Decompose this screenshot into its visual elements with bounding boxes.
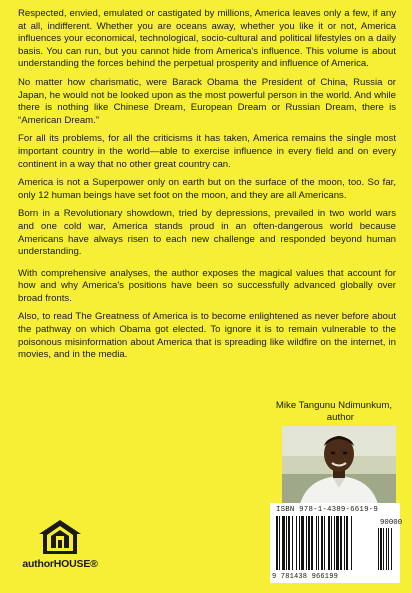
blurb-paragraph: With comprehensive analyses, the author exposes the magical values that account for how and why America's positions have been so successfully advanced globally over broad fronts. xyxy=(18,267,396,304)
price-code: 90000 xyxy=(380,519,403,527)
blurb-paragraph: For all its problems, for all the criticisms it has taken, America remains the single most important country in the world—able to exercise influence in every field and on every continent in a way that no other great country can. xyxy=(18,133,396,170)
isbn-number: ISBN 978-1-4389-6619-9 xyxy=(276,506,378,514)
blurb-paragraph: America is not a Superpower only on earth but on the surface of the moon, too. So far, only 12 human beings have set foot on the moon, and they are all Americans. xyxy=(18,177,396,201)
blurb-paragraph: Born in a Revolutionary showdown, tried by depressions, prevailed in two world wars and one cold war, America stands proud in an often-dangerous world because Americans have always risen to each new challenge and responded beyond human understanding. xyxy=(18,208,396,258)
isbn-barcode xyxy=(270,503,403,583)
author-name: Mike Tangunu Ndimunkum, xyxy=(275,400,392,411)
publisher-name: authorHOUSE® xyxy=(22,558,98,570)
author-signature xyxy=(276,400,392,424)
blurb-paragraph: Respected, envied, emulated or castigated by millions, America leaves only a few, if any at all, indifferent. Whether you are oceans away, whether you like it or not, America influences your economical, technological, socio-cultural and political lifestyles on a daily basis. You can run, but you cannot hide from America's influence. This volume is about understanding the forces behind the perpetual prosperity and influence of America. xyxy=(18,8,396,70)
barcode-digits: 9 781438 966199 xyxy=(272,573,339,581)
barcode-bars xyxy=(274,516,396,572)
blurb-paragraph: No matter how charismatic, were Barack Obama the President of China, Russia or Japan, he would not be looked upon as the most powerful person in the world. And while there is nothing like Chinese Dream, European Dream or Russian Dream, there is “American Dream.” xyxy=(18,76,396,126)
author-role: author xyxy=(326,412,354,423)
blurb-paragraph: Also, to read The Greatness of America is to become enlightened as never before about the pathway on which Obama got elected. To ignore it is to remain vulnerable to the poisonous misinformation about America that is spreading like wildfire on the internet, in movies, and in the media. xyxy=(18,311,396,361)
publisher-logo xyxy=(16,518,104,570)
back-cover-blurb xyxy=(18,8,396,368)
author-photo xyxy=(282,426,396,504)
house-icon xyxy=(37,518,83,556)
